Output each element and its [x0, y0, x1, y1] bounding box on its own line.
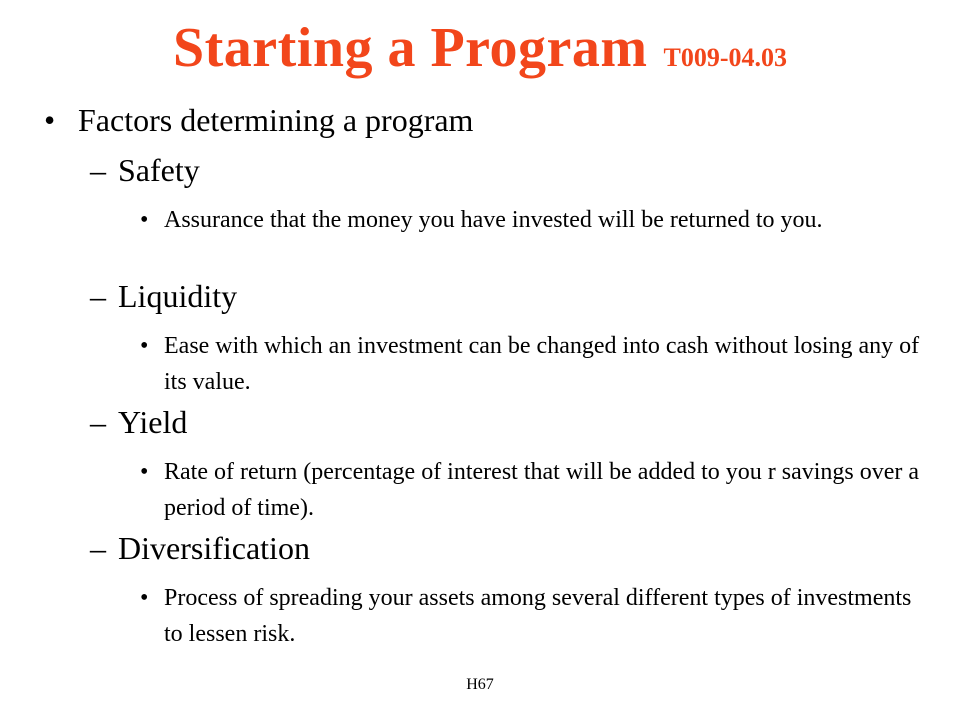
factor-description: [140, 454, 920, 526]
slide-title-row: [0, 16, 960, 80]
dash-icon: –: [90, 152, 106, 188]
main-heading: Factors determining a program: [78, 102, 474, 138]
slide-title: Starting a Program: [172, 17, 648, 79]
factor-item: [90, 404, 187, 441]
bullet-dot-icon: •: [140, 207, 149, 233]
factor-name: Yield: [118, 404, 188, 440]
factor-description: [140, 580, 920, 652]
slide-code: T009-04.03: [663, 43, 788, 72]
factor-name: Liquidity: [118, 278, 238, 314]
dash-icon: –: [90, 404, 106, 440]
bullet-dot-icon: •: [140, 585, 149, 611]
main-bullet: [44, 102, 473, 139]
factor-description-text: Rate of return (percentage of interest that will be added to you r savings over a period of time).: [164, 459, 920, 521]
dash-icon: –: [90, 530, 106, 566]
dash-icon: –: [90, 278, 106, 314]
factor-description-text: Ease with which an investment can be changed into cash without losing any of its value.: [164, 333, 920, 395]
factor-item: [90, 530, 310, 567]
bullet-dot-icon: •: [140, 333, 149, 359]
factor-description: [140, 328, 920, 400]
factor-description-text: Assurance that the money you have invested will be returned to you.: [164, 207, 823, 233]
bullet-dot-icon: •: [44, 102, 56, 138]
factor-item: [90, 152, 200, 189]
factor-name: Diversification: [118, 530, 310, 566]
factor-description-text: Process of spreading your assets among several different types of investments to lessen risk.: [164, 585, 912, 647]
slide-footer: H67: [466, 676, 494, 693]
factor-item: [90, 278, 237, 315]
bullet-dot-icon: •: [140, 459, 149, 485]
factor-description: [140, 202, 920, 238]
factor-name: Safety: [118, 152, 200, 188]
